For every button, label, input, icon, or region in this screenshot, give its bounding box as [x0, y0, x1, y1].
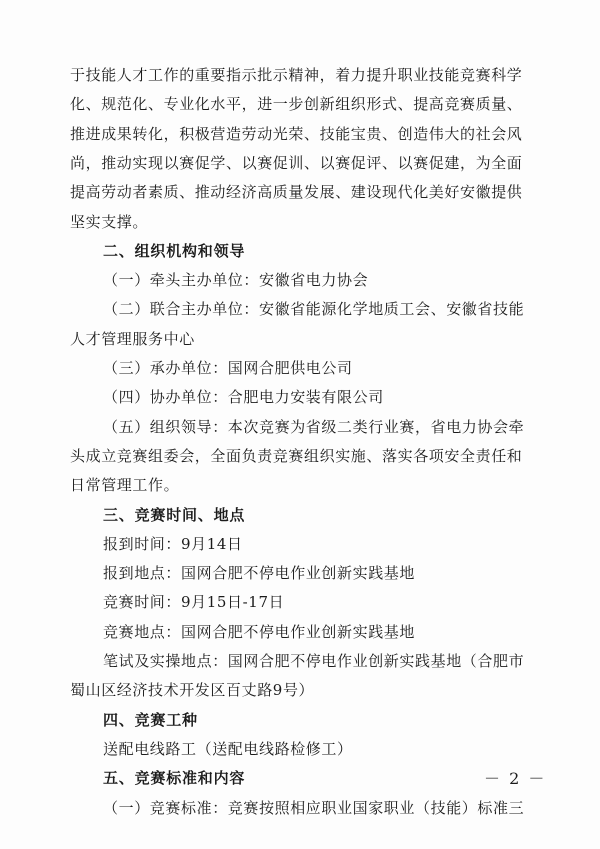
- paragraph-line: 笔试及实操地点：国网合肥不停电作业创新实践基地（合肥市: [103, 652, 525, 670]
- paragraph-line: 日常管理工作。: [70, 476, 180, 494]
- paragraph-line: 于技能人才工作的重要指示批示精神，着力提升职业技能竞赛科学: [70, 66, 523, 84]
- paragraph-line: 竞赛时间：9月15日-17日: [103, 593, 285, 611]
- paragraph-line: 坚实支撑。: [70, 213, 149, 231]
- paragraph-line: 推进成果转化，积极营造劳动光荣、技能宝贵、创造伟大的社会风: [70, 125, 523, 143]
- paragraph-line: 人才管理服务中心: [70, 330, 195, 348]
- paragraph-line: 化、规范化、专业化水平，进一步创新组织形式、提高竞赛质量、: [70, 95, 523, 113]
- paragraph-line: 蜀山区经济技术开发区百丈路9号）: [70, 681, 315, 699]
- paragraph-line: 报到地点：国网合肥不停电作业创新实践基地: [103, 564, 416, 582]
- paragraph-line: （三）承办单位：国网合肥供电公司: [103, 359, 353, 377]
- section-heading: 二、组织机构和领导: [103, 242, 246, 260]
- section-heading: 五、竞赛标准和内容: [103, 769, 246, 787]
- paragraph-line: （五）组织领导：本次竞赛为省级二类行业赛，省电力协会牵: [103, 418, 525, 436]
- paragraph-line: （一）牵头主办单位：安徽省电力协会: [103, 271, 369, 289]
- paragraph-line: 尚，推动实现以赛促学、以赛促训、以赛促评、以赛促建，为全面: [70, 154, 523, 172]
- paragraph-line: （四）协办单位：合肥电力安装有限公司: [103, 388, 384, 406]
- section-heading: 三、竞赛时间、地点: [103, 506, 246, 524]
- paragraph-line: 头成立竞赛组委会，全面负责竞赛组织实施、落实各项安全责任和: [70, 447, 523, 465]
- paragraph-line: 竞赛地点：国网合肥不停电作业创新实践基地: [103, 623, 416, 641]
- section-heading: 四、竞赛工种: [103, 711, 198, 729]
- paragraph-line: 提高劳动者素质、推动经济高质量发展、建设现代化美好安徽提供: [70, 183, 523, 201]
- paragraph-line: 送配电线路工（送配电线路检修工）: [103, 740, 353, 758]
- paragraph-line: （一）竞赛标准：竞赛按照相应职业国家职业（技能）标准三: [103, 799, 525, 817]
- paragraph-line: 报到时间：9月14日: [103, 535, 243, 553]
- paragraph-line: （二）联合主办单位：安徽省能源化学地质工会、安徽省技能: [103, 300, 525, 318]
- page-number: － 2 －: [484, 769, 547, 788]
